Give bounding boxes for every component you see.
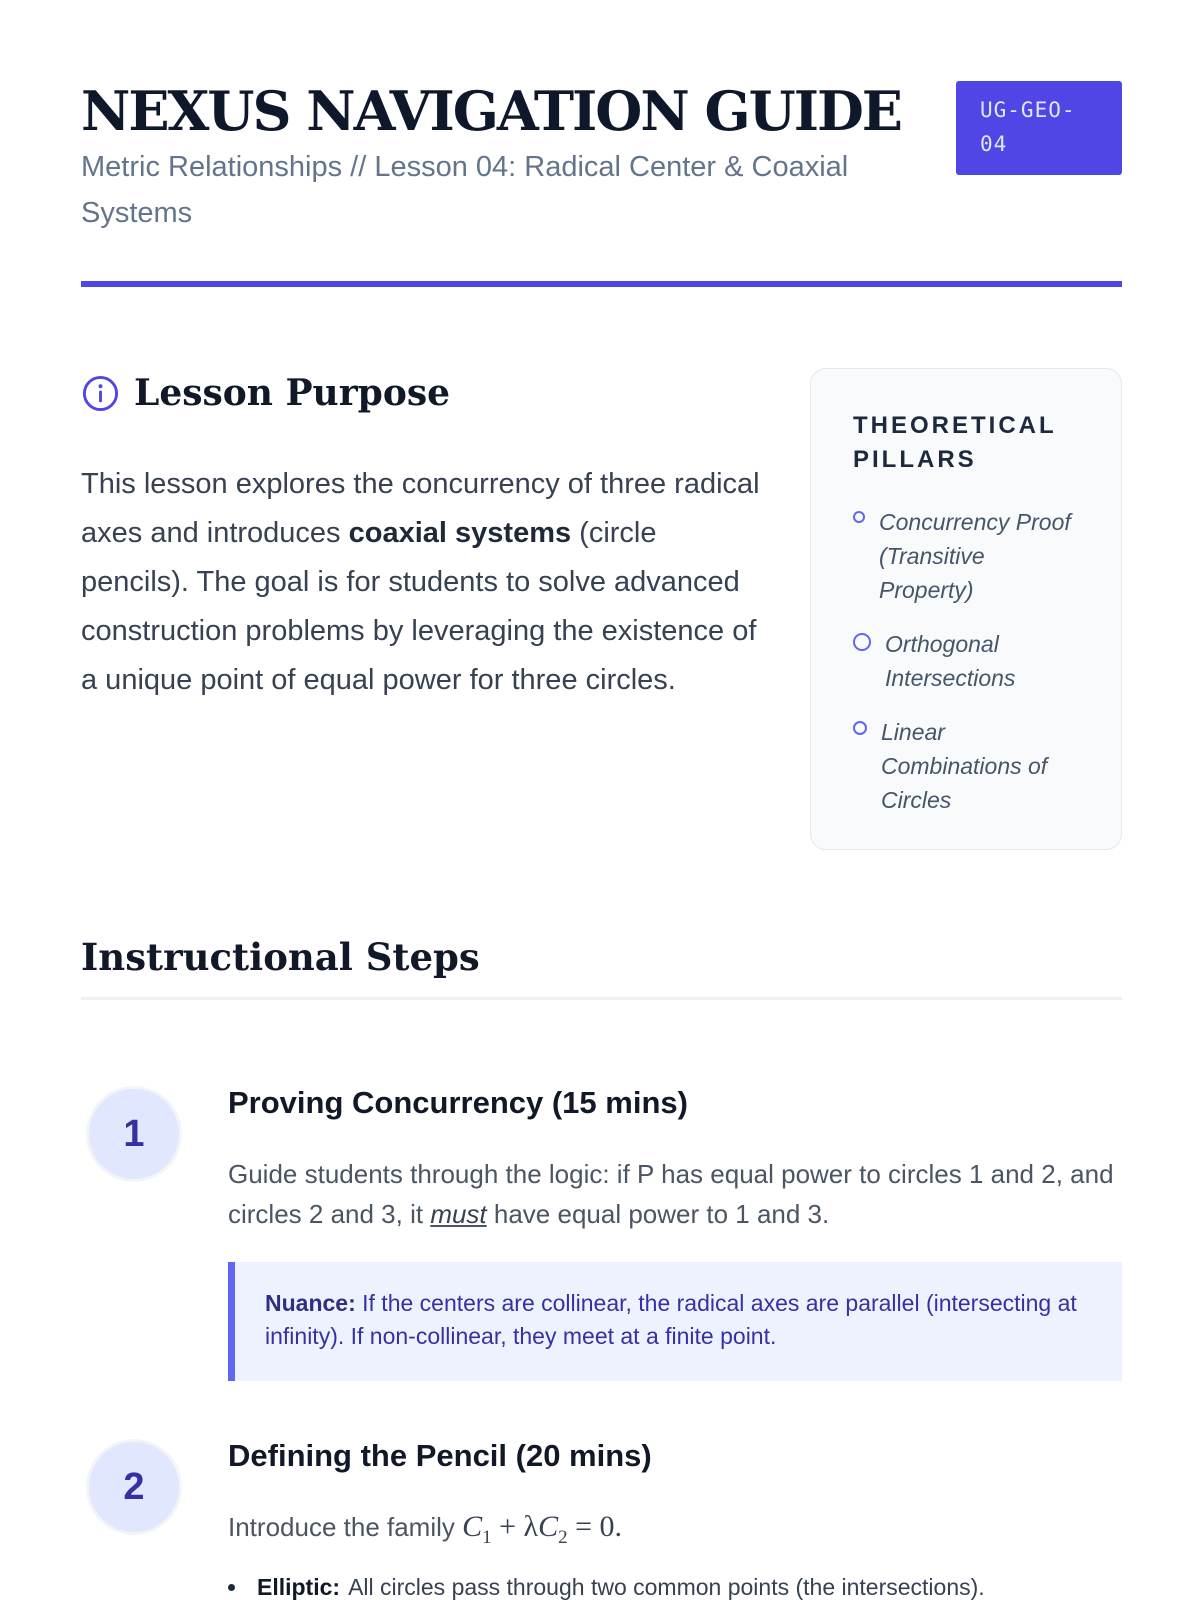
- circle-bullet-icon: [853, 511, 865, 523]
- pillar-label: Orthogonal Intersections: [885, 631, 1016, 691]
- step-desc-part: have equal power to 1 and 3.: [486, 1199, 830, 1229]
- step-description: [228, 1154, 1118, 1234]
- purpose-text-part: (circle pencils). The goal is for students to solve advanced construction problems by leveraging the existence of a unique point of equal power for three circles.: [81, 517, 757, 696]
- purpose-highlight: coaxial systems: [348, 517, 572, 549]
- pillars-title: THEORETICAL PILLARS: [853, 412, 1057, 473]
- nuance-text: If the centers are collinear, the radical axes are parallel (intersecting at infinity). If non-collinear, they meet at a finite point.: [265, 1290, 1077, 1349]
- formula-part: C: [538, 1510, 559, 1543]
- type-label: Elliptic:: [257, 1574, 341, 1600]
- lesson-code-badge: [956, 81, 1122, 175]
- step-number-badge: 2: [86, 1439, 182, 1535]
- pillar-item: [853, 505, 1081, 607]
- formula-part: + λ: [491, 1510, 539, 1543]
- step-title: Proving Concurrency (15 mins): [228, 1085, 688, 1120]
- bullet-icon: [228, 1584, 235, 1591]
- page-subtitle: Metric Relationships // Lesson 04: Radical Center & Coaxial Systems: [81, 151, 849, 229]
- pencil-types-list: [228, 1570, 985, 1600]
- circle-bullet-icon: [853, 633, 871, 651]
- circle-bullet-icon: [853, 721, 867, 735]
- step-desc-part: Introduce the family: [228, 1512, 463, 1542]
- nuance-callout: [228, 1262, 1122, 1381]
- list-item: [228, 1570, 985, 1600]
- type-text: All circles pass through two common points (the intersections).: [348, 1574, 985, 1600]
- pillar-item: [853, 627, 1081, 695]
- formula-part: C: [462, 1510, 483, 1543]
- pillar-label: Linear Combinations of Circles: [881, 719, 1048, 813]
- formula-part: = 0.: [567, 1510, 623, 1543]
- page-title: NEXUS NAVIGATION GUIDE: [81, 79, 901, 143]
- formula-part: 2: [558, 1527, 568, 1548]
- purpose-title: Lesson Purpose: [134, 372, 451, 414]
- purpose-text: [81, 460, 761, 705]
- step-number-badge: 1: [86, 1086, 182, 1182]
- steps-section-title: Instructional Steps: [81, 935, 480, 979]
- step-title: Defining the Pencil (20 mins): [228, 1438, 652, 1473]
- purpose-text-part: This lesson explores the concurrency of three radical axes and introduces: [81, 468, 760, 549]
- pencil-formula: [462, 1510, 623, 1548]
- pillar-list: [853, 505, 1081, 817]
- lesson-code-line2: 04: [980, 132, 1008, 156]
- header-divider: [81, 281, 1122, 287]
- purpose-heading: [81, 372, 450, 414]
- nuance-label: Nuance:: [265, 1290, 356, 1316]
- info-icon: [81, 374, 120, 413]
- lesson-code-line1: UG-GEO-: [980, 98, 1076, 122]
- step-desc-part: Guide students through the logic: if P has equal power to circles 1 and 2, and circles 2 and 3, it: [228, 1159, 1114, 1229]
- theoretical-pillars-card: [810, 368, 1122, 850]
- steps-divider: [81, 997, 1122, 1000]
- formula-part: 1: [482, 1527, 492, 1548]
- pillar-label: Concurrency Proof (Transitive Property): [879, 509, 1071, 603]
- step-description: [228, 1507, 1118, 1558]
- pillar-item: [853, 715, 1081, 817]
- emphasis: must: [430, 1199, 487, 1229]
